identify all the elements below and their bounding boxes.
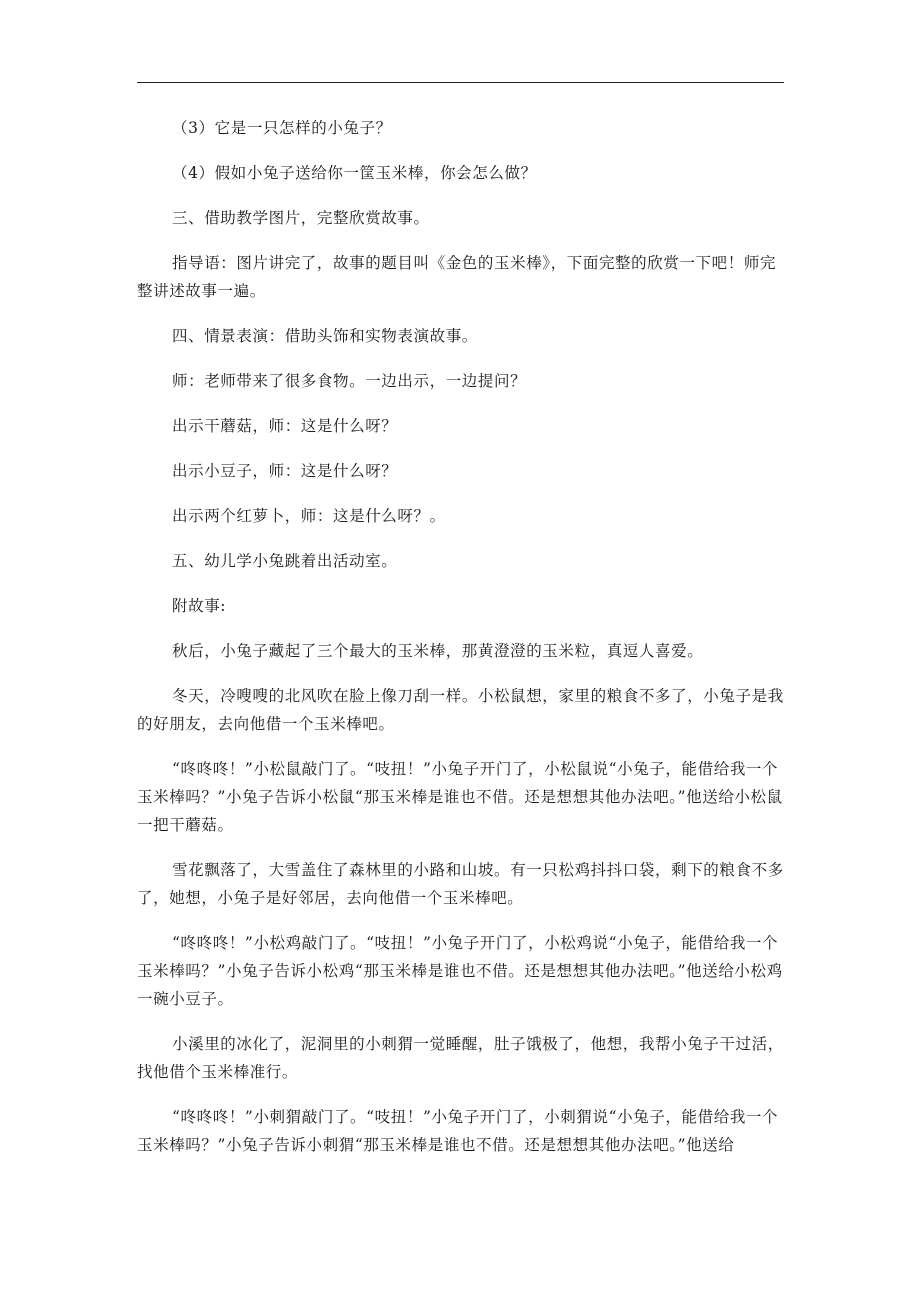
paragraph-story-autumn: 秋后，小兔子藏起了三个最大的玉米棒，那黄澄澄的玉米粒，真逗人喜爱。 xyxy=(172,642,704,660)
paragraph-question-4: （4）假如小兔子送给你一筐玉米棒，你会怎么做？ xyxy=(172,164,537,182)
header-divider xyxy=(137,82,784,83)
paragraph-appendix-title: 附故事: xyxy=(172,597,227,615)
paragraph-question-3: （3）它是一只怎样的小兔子？ xyxy=(172,119,392,137)
paragraph-story-winter: 冬天，冷嗖嗖的北风吹在脸上像刀刮一样。小松鼠想，家里的粮食不多了，小兔子是我的好朋友，去向他借一个玉米棒吧。 xyxy=(137,687,784,733)
paragraph-section-5: 五、幼儿学小兔跳着出活动室。 xyxy=(172,552,398,570)
paragraph-show-mushroom: 出示干蘑菇，师：这是什么呀？ xyxy=(172,417,398,435)
paragraph-teacher-intro: 师：老师带来了很多食物。一边出示，一边提问？ xyxy=(172,372,527,390)
paragraph-story-squirrel: “咚咚咚！”小松鼠敲门了。“吱扭！”小兔子开门了，小松鼠说“小兔子，能借给我一个玉米棒吗？”小兔子告诉小松鼠“那玉米棒是谁也不借。还是想想其他办法吧。”他送给小松鼠一把干蘑菇。 xyxy=(137,760,783,834)
paragraph-section-4: 四、情景表演：借助头饰和实物表演故事。 xyxy=(172,327,478,345)
paragraph-story-snow: 雪花飘落了，大雪盖住了森林里的小路和山坡。有一只松鸡抖抖口袋，剩下的粮食不多了，她想，小兔子是好邻居，去向他借一个玉米棒吧。 xyxy=(137,861,784,907)
paragraph-show-carrots: 出示两个红萝卜，师：这是什么呀？。 xyxy=(172,507,446,525)
paragraph-section-3: 三、借助教学图片，完整欣赏故事。 xyxy=(172,209,430,227)
paragraph-story-hedgehog: “咚咚咚！”小刺猬敲门了。“吱扭！”小兔子开门了，小刺猬说“小兔子，能借给我一个玉米棒吗？”小兔子告诉小刺猬“那玉米棒是谁也不借。还是想想其他办法吧。”他送给 xyxy=(137,1108,779,1154)
paragraph-story-stream: 小溪里的冰化了，泥洞里的小刺猬一觉睡醒，肚子饿极了，他想，我帮小兔子干过活，找他借个玉米棒准行。 xyxy=(137,1035,784,1081)
document-body xyxy=(137,114,785,1176)
paragraph-story-grouse: “咚咚咚！”小松鸡敲门了。“吱扭！”小兔子开门了，小松鸡说“小兔子，能借给我一个玉米棒吗？”小兔子告诉小松鸡“那玉米棒是谁也不借。还是想想其他办法吧。”他送给小松鸡一碗小豆子。 xyxy=(137,934,783,1008)
paragraph-guidance: 指导语：图片讲完了，故事的题目叫《金色的玉米棒》，下面完整的欣赏一下吧！师完整讲述故事一遍。 xyxy=(137,254,777,300)
paragraph-show-beans: 出示小豆子，师：这是什么呀？ xyxy=(172,462,398,480)
